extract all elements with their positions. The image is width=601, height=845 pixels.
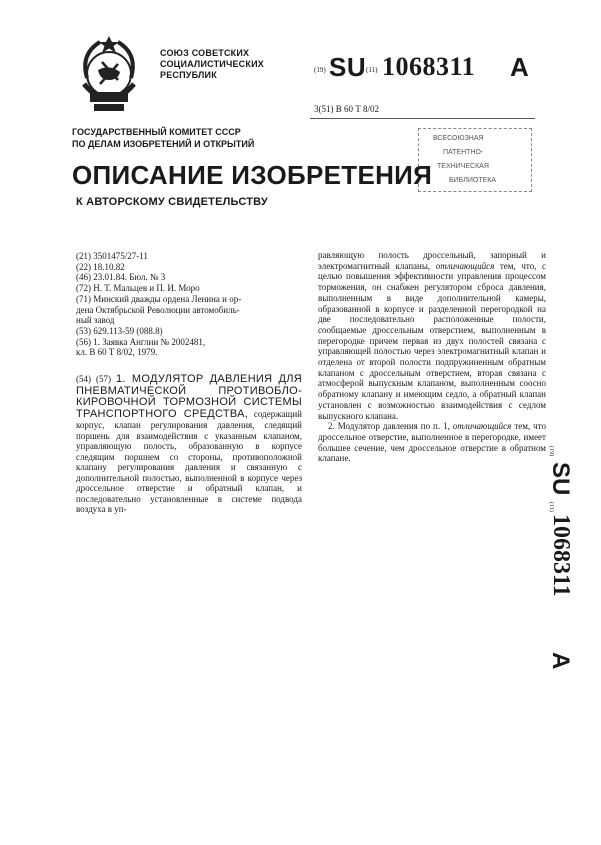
ussr-emblem-icon: [70, 34, 148, 116]
stamp-line: БИБЛИОТЕКА: [449, 177, 496, 184]
biblio-line: кл. В 60 Т 8/02, 1979.: [76, 347, 158, 358]
biblio-line: (71) Минский дважды ордена Ленина и ор-: [76, 293, 242, 304]
biblio-line: ный завод: [76, 315, 115, 326]
committee-line: ГОСУДАРСТВЕННЫЙ КОМИТЕТ СССР: [72, 127, 241, 137]
state-name: [160, 48, 264, 81]
committee-line: ПО ДЕЛАМ ИЗОБРЕТЕНИЙ И ОТКРЫТИЙ: [72, 139, 255, 149]
patent-number: 1068311: [382, 52, 476, 81]
state-name-line: СОЦИАЛИСТИЧЕСКИХ: [160, 59, 264, 69]
biblio-line: (53) 629.113-59 (088.8): [76, 325, 163, 336]
stamp-line: ТЕХНИЧЕСКАЯ: [437, 163, 489, 170]
claim-text: равляющую полость дроссельный, запорный и электромагнитный клапаны,: [318, 250, 546, 271]
biblio-line: (22) 18.10.82: [76, 261, 125, 272]
biblio-line: (46) 23.01.84. Бюл. № 3: [76, 272, 166, 283]
margin-patent-number: [528, 440, 588, 690]
abstract-codes: (54) (57): [76, 374, 111, 384]
abstract: [76, 374, 302, 515]
margin-code-19: (19): [548, 446, 554, 456]
committee-name: [72, 126, 254, 150]
divider: [310, 118, 535, 119]
stamp-line: ПАТЕНТНО-: [443, 149, 484, 156]
code-19: (19): [314, 66, 326, 74]
state-name-line: РЕСПУБЛИК: [160, 70, 217, 80]
ipc-value: В 60 Т 8/02: [335, 104, 380, 114]
ipc-code: 3(51): [314, 104, 334, 114]
margin-country: SU: [547, 462, 574, 496]
claims: [318, 250, 546, 464]
biblio-line: (21) 3501475/27-11: [76, 251, 148, 261]
claim-text: 2. Модулятор давления по п. 1,: [328, 421, 450, 432]
margin-code-11: (11): [548, 502, 554, 512]
document-subtitle: К АВТОРСКОМУ СВИДЕТЕЛЬСТВУ: [76, 196, 268, 208]
biblio-line: дена Октябрьской Революции автомобиль-: [76, 304, 240, 315]
bibliographic-data: [76, 251, 302, 358]
abstract-heading: 1. МОДУЛЯТОР ДАВЛЕНИЯ ДЛЯ ПНЕВМАТИЧЕСКОЙ ПРОТИВОБЛО-КИРОВОЧНОЙ ТОРМОЗНОЙ СИСТЕМЫ ТРАНСПОРТНОГО СРЕДСТВА,: [76, 373, 302, 420]
stamp-line: ВСЕСОЮЗНАЯ: [433, 135, 484, 142]
document-title: ОПИСАНИЕ ИЗОБРЕТЕНИЯ: [72, 160, 433, 190]
ipc-classification: [314, 104, 379, 114]
biblio-line: (56) 1. Заявка Англии № 2002481,: [76, 336, 206, 347]
claim-1: [318, 250, 546, 421]
document-kind: A: [510, 52, 529, 82]
biblio-line: (72) Н. Т. Мальцев и П. И. Моро: [76, 283, 200, 294]
abstract-text: содержащий корпус, клапан регулирования давления, следящий поршень для взаимодействия с указанным клапаном, управляющую полость, образованную в корпусе следящим поршнем со стороны, противоположной клапану регулирования давления и связанную с дополнительной полостью, выполненной в корпусе через дроссельное отверстие и обратный клапан, и последовательно установленные в системе подвода воздуха в уп-: [76, 408, 302, 514]
claim-2: [318, 421, 546, 464]
country-code: SU: [329, 52, 367, 82]
library-stamp: [418, 128, 532, 192]
margin-kind: A: [547, 652, 574, 670]
state-name-line: СОЮЗ СОВЕТСКИХ: [160, 48, 250, 58]
claim-text: тем, что, с целью повышения эффективности управления процессом торможения, он снабжен регулятором сброса давления, выполненным в виде дополнительной камеры, образованной в корпусе и разделенной перегородкой на две последовательно расположенные полости, сообщаемые дроссельным отверстием, выполненным в перегородке причем первая из двух полостей связана с управляющей полостью через электромагнитный клапан и отделена от второй полости подпружиненным обратным клапаном с дроссельным отверстием, вторая связана с атмосферой выпускным клапаном, выполненным соосно обратному клапану и имеющим седло, а обратный клапан установлен с возможностью взаимодействия с седлом выпускного клапана.: [318, 260, 547, 421]
claim-italic: отличающийся: [452, 421, 512, 432]
claim-text: тем, что дроссельное отверстие, выполненное в перегородке, имеет большее сечение, чем дроссельное отверстие в обратном клапане.: [318, 421, 546, 464]
claim-italic: отличающийся: [435, 260, 495, 271]
code-11: (11): [366, 66, 378, 74]
margin-number: 1068311: [548, 514, 574, 597]
